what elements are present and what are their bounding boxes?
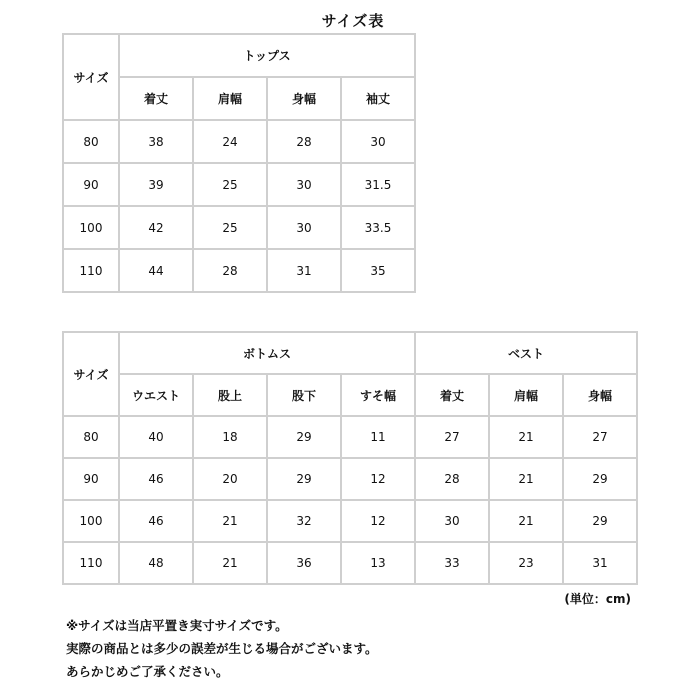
column-header: 着丈	[119, 77, 193, 120]
table-cell: 21	[193, 500, 267, 542]
table-cell: 30	[341, 120, 415, 163]
table-cell: 25	[193, 206, 267, 249]
table-cell: 13	[341, 542, 415, 584]
table-cell: 31.5	[341, 163, 415, 206]
table-cell: 27	[563, 416, 637, 458]
table-cell: 30	[415, 500, 489, 542]
size-cell: 80	[63, 120, 119, 163]
tops-size-table	[62, 33, 416, 293]
table-row	[63, 542, 637, 584]
column-header: ウエスト	[119, 374, 193, 416]
note-line: 実際の商品とは多少の誤差が生じる場合がございます。	[66, 641, 378, 656]
table-cell: 23	[489, 542, 563, 584]
column-header: 股下	[267, 374, 341, 416]
table-cell: 21	[489, 416, 563, 458]
size-cell: 110	[63, 542, 119, 584]
page-title: サイズ表	[321, 12, 385, 30]
table-cell: 33	[415, 542, 489, 584]
size-cell: 100	[63, 500, 119, 542]
table-cell: 46	[119, 458, 193, 500]
column-header: 袖丈	[341, 77, 415, 120]
size-cell: 80	[63, 416, 119, 458]
table-cell: 29	[267, 458, 341, 500]
column-header: 着丈	[415, 374, 489, 416]
column-header: 股上	[193, 374, 267, 416]
table-cell: 31	[563, 542, 637, 584]
bottoms-vest-size-table	[62, 331, 638, 585]
table-row	[63, 206, 415, 249]
table-cell: 18	[193, 416, 267, 458]
size-header: サイズ	[63, 332, 119, 416]
note-line: あらかじめご了承ください。	[66, 664, 229, 679]
column-header: 身幅	[267, 77, 341, 120]
size-cell: 100	[63, 206, 119, 249]
note-line: ※サイズは当店平置き実寸サイズです。	[66, 618, 288, 633]
table-row	[63, 416, 637, 458]
vest-group-header: ベスト	[415, 332, 637, 374]
table-cell: 25	[193, 163, 267, 206]
table-cell: 21	[489, 458, 563, 500]
column-header: 身幅	[563, 374, 637, 416]
table-cell: 12	[341, 500, 415, 542]
column-header: すそ幅	[341, 374, 415, 416]
table-cell: 40	[119, 416, 193, 458]
table-cell: 12	[341, 458, 415, 500]
size-header: サイズ	[63, 34, 119, 120]
table-cell: 21	[193, 542, 267, 584]
size-cell: 110	[63, 249, 119, 292]
column-header: 肩幅	[193, 77, 267, 120]
table-cell: 33.5	[341, 206, 415, 249]
table-cell: 29	[267, 416, 341, 458]
size-cell: 90	[63, 458, 119, 500]
tops-group-header: トップス	[119, 34, 415, 77]
table-cell: 30	[267, 163, 341, 206]
column-header: 肩幅	[489, 374, 563, 416]
notes	[66, 614, 666, 683]
table-row	[63, 249, 415, 292]
table-cell: 30	[267, 206, 341, 249]
bottoms-group-header: ボトムス	[119, 332, 415, 374]
table-cell: 35	[341, 249, 415, 292]
table-cell: 42	[119, 206, 193, 249]
table-cell: 24	[193, 120, 267, 163]
size-cell: 90	[63, 163, 119, 206]
table-cell: 38	[119, 120, 193, 163]
table-row	[63, 458, 637, 500]
table-cell: 46	[119, 500, 193, 542]
table-cell: 39	[119, 163, 193, 206]
table-cell: 29	[563, 500, 637, 542]
table-cell: 44	[119, 249, 193, 292]
table-row	[63, 163, 415, 206]
table-cell: 32	[267, 500, 341, 542]
table-row	[63, 500, 637, 542]
table-cell: 29	[563, 458, 637, 500]
table-cell: 27	[415, 416, 489, 458]
unit-label: (単位：cm)	[564, 592, 631, 606]
table-cell: 48	[119, 542, 193, 584]
table-cell: 11	[341, 416, 415, 458]
table-cell: 31	[267, 249, 341, 292]
table-cell: 36	[267, 542, 341, 584]
table-cell: 21	[489, 500, 563, 542]
table-cell: 28	[193, 249, 267, 292]
table-cell: 28	[415, 458, 489, 500]
table-cell: 28	[267, 120, 341, 163]
table-cell: 20	[193, 458, 267, 500]
table-row	[63, 120, 415, 163]
